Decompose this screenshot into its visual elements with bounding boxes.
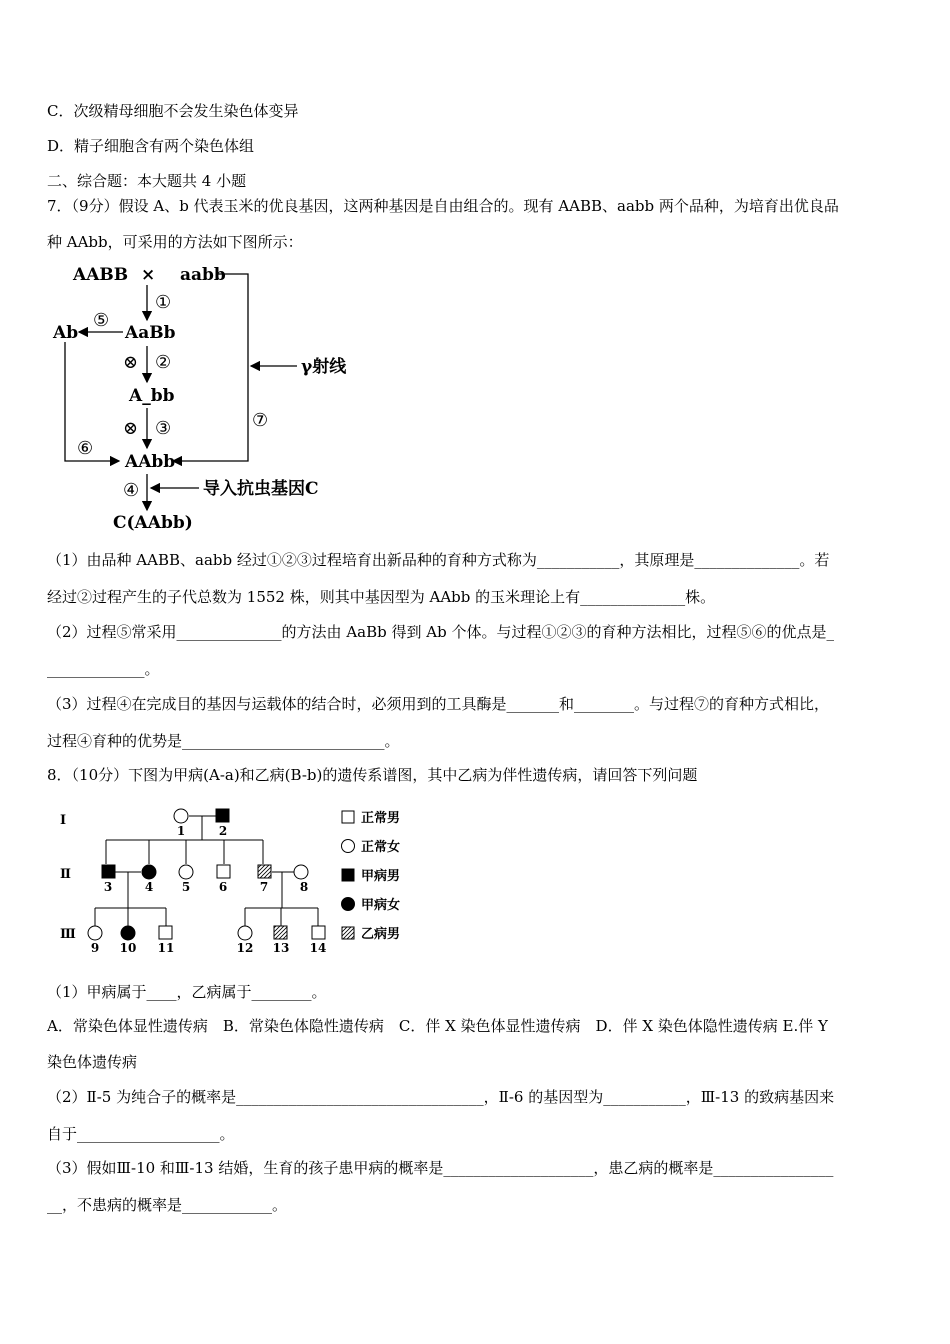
q7-part3-line1: （3）过程④在完成目的基因与运载体的结合时，必须用到的工具酶是_______和________。与过程⑦的育种方式相比，	[47, 695, 830, 713]
person-1-normal-female	[174, 809, 188, 823]
option-c: C．次级精母细胞不会发生染色体变异	[47, 102, 299, 120]
person-9-normal-female	[88, 926, 102, 940]
step1-marker: ①	[155, 292, 172, 313]
q7-stem-line1: 7．（9分）假设 A、b 代表玉米的优良基因，这两种基因是自由组合的。现有 AABB、aabb 两个品种，为培育出优良品	[47, 197, 839, 215]
step5-marker: ⑤	[93, 310, 110, 331]
option-d: D．精子细胞含有两个染色体组	[47, 137, 255, 155]
generation-iii-label: Ⅲ	[60, 927, 76, 942]
person-5-number: 5	[181, 880, 191, 894]
person-14-normal-male	[312, 926, 325, 939]
section-heading: 二、综合题：本大题共 4 小题	[47, 172, 247, 190]
aabb-recessive-label: aabb	[180, 265, 226, 285]
q7-part2-line1: （2）过程⑤常采用______________的方法由 AaBb 得到 Ab 个体。与过程①②③的育种方法相比，过程⑤⑥的优点是_	[47, 623, 834, 641]
person-9-number: 9	[90, 941, 100, 955]
cross-symbol: ×	[141, 265, 156, 285]
step2-marker: ②	[155, 352, 172, 373]
q7-part1-line1: （1）由品种 AABB、aabb 经过①②③过程培育出新品种的育种方式称为___________，其原理是______________。若	[47, 551, 830, 569]
legend-affected-male-a-label: 甲病男	[361, 869, 401, 884]
aabb-target-label: AAbb	[125, 452, 176, 472]
legend-affected-male-a-icon	[342, 869, 354, 881]
person-13-affected-male-b	[274, 926, 287, 939]
person-3-affected-male-a	[102, 865, 115, 878]
legend-normal-male-icon	[342, 811, 354, 823]
person-10-number: 10	[119, 941, 137, 955]
q7-part3-line2: 过程④育种的优势是___________________________。	[47, 732, 400, 750]
a-bb-label: A_bb	[129, 386, 175, 406]
legend-affected-female-a-icon	[342, 898, 355, 911]
pedigree-chart	[50, 800, 430, 960]
person-4-number: 4	[144, 880, 154, 894]
selfing-icon: ⊗	[123, 352, 139, 373]
step7-marker: ⑦	[252, 410, 269, 431]
q8-part3-line1: （3）假如Ⅲ-10 和Ⅲ-13 结婚，生育的孩子患甲病的概率是____________________，患乙病的概率是________________	[47, 1159, 834, 1177]
person-2-number: 2	[218, 824, 228, 838]
person-8-normal-female	[294, 865, 308, 879]
person-11-normal-male	[159, 926, 172, 939]
person-12-normal-female	[238, 926, 252, 940]
insert-gene-label: 导入抗虫基因C	[203, 479, 319, 499]
person-13-number: 13	[272, 941, 290, 955]
q8-stem: 8．（10分）下图为甲病(A-a)和乙病(B-b)的遗传系谱图，其中乙病为伴性遗传病，请回答下列问题	[47, 766, 698, 784]
person-10-affected-female-a	[121, 926, 135, 940]
person-7-affected-male-b	[258, 865, 271, 878]
q8-part3-line2: __，不患病的概率是____________。	[47, 1196, 288, 1214]
person-5-normal-female	[179, 865, 193, 879]
q7-part2-line2: _____________。	[47, 660, 160, 678]
person-6-normal-male	[217, 865, 230, 878]
legend-normal-female-icon	[342, 840, 355, 853]
generation-ii-label: Ⅱ	[60, 867, 71, 882]
legend-affected-male-b-label: 乙病男	[361, 927, 401, 942]
selfing-icon: ⊗	[123, 418, 139, 439]
step4-marker: ④	[123, 480, 140, 501]
person-8-number: 8	[299, 880, 309, 894]
q7-stem-line2: 种 AAbb，可采用的方法如下图所示：	[47, 233, 303, 251]
aabb-hybrid-label: AaBb	[125, 323, 176, 343]
q7-part1-line2: 经过②过程产生的子代总数为 1552 株，则其中基因型为 AAbb 的玉米理论上有______________株。	[47, 588, 716, 606]
legend-affected-male-b-icon	[342, 927, 354, 939]
person-14-number: 14	[309, 941, 327, 955]
q8-part2-line1: （2）Ⅱ-5 为纯合子的概率是_________________________________，Ⅱ-6 的基因型为___________，Ⅲ-13 的致病基因来	[47, 1088, 835, 1106]
person-7-number: 7	[259, 880, 269, 894]
q8-options-line1: A．常染色体显性遗传病 B．常染色体隐性遗传病 C．伴 X 染色体显性遗传病 D．伴 X 染色体隐性遗传病 E.伴 Y	[47, 1017, 828, 1035]
step3-marker: ③	[155, 418, 172, 439]
person-11-number: 11	[157, 941, 175, 955]
ab-haploid-label: Ab	[53, 323, 79, 343]
aabb-parent-label: AABB	[73, 265, 129, 285]
gamma-ray-label: γ射线	[301, 357, 347, 377]
q8-options-line2: 染色体遗传病	[47, 1053, 138, 1071]
person-3-number: 3	[103, 880, 113, 894]
legend-affected-female-a-label: 甲病女	[361, 898, 401, 913]
breeding-diagram	[45, 258, 365, 538]
person-6-number: 6	[218, 880, 228, 894]
q8-part2-line2: 自于___________________。	[47, 1125, 235, 1143]
person-12-number: 12	[236, 941, 254, 955]
c-aabb-label: C(AAbb)	[113, 513, 193, 533]
q8-part1: （1）甲病属于____，乙病属于________。	[47, 983, 327, 1001]
person-2-affected-male-a	[216, 809, 229, 822]
step6-marker: ⑥	[77, 438, 94, 459]
legend-normal-female-label: 正常女	[361, 840, 401, 855]
generation-i-label: Ⅰ	[60, 813, 67, 828]
person-1-number: 1	[176, 824, 186, 838]
person-4-affected-female-a	[142, 865, 156, 879]
legend-normal-male-label: 正常男	[361, 811, 401, 826]
